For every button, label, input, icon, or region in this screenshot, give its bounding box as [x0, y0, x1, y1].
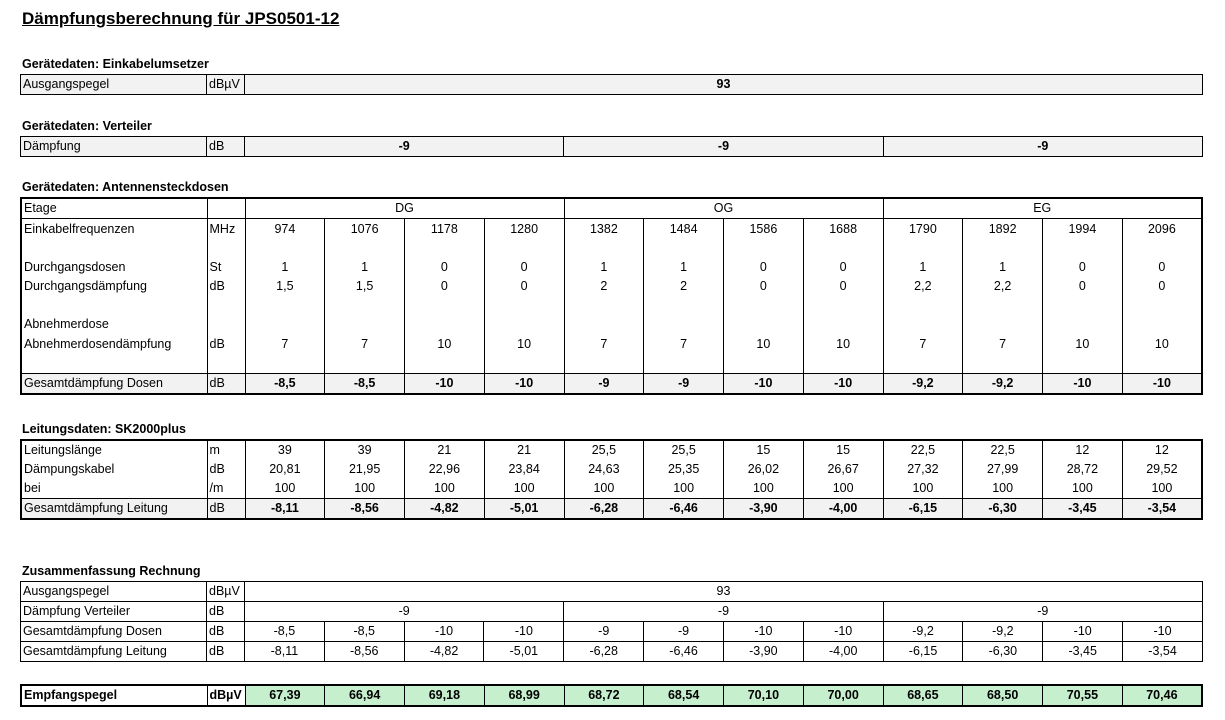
value-cell: -10: [484, 622, 564, 642]
row-label: Dämpungskabel: [24, 462, 115, 476]
value-cell: -6,15: [883, 642, 963, 662]
value-cell: -10: [1043, 622, 1123, 642]
unit-cell: [207, 198, 245, 219]
value-cell: 10: [1122, 334, 1202, 354]
value-cell: -10: [405, 374, 485, 395]
value-cell: -3,90: [724, 499, 804, 520]
value-cell: 1688: [803, 219, 883, 240]
unit-cell: dB: [207, 137, 245, 157]
value-cell: -6,46: [644, 642, 724, 662]
value-cell: 39: [325, 440, 405, 460]
value-cell: 1280: [484, 219, 564, 240]
table-row-frequenzen: [21, 219, 1202, 240]
value-cell: 10: [1043, 334, 1123, 354]
value-cell: 25,35: [644, 460, 724, 479]
value-cell: -8,11: [245, 642, 325, 662]
value-cell: 2,2: [963, 277, 1043, 296]
value-cell: 26,67: [803, 460, 883, 479]
page-title: Dämpfungsberechnung für JPS0501-12: [22, 9, 340, 28]
table-row-gesamtdaempfung-leitung: [21, 499, 1202, 520]
value-cell: -10: [803, 374, 883, 395]
value-cell: -5,01: [484, 642, 564, 662]
etage-eg: EG: [883, 198, 1202, 219]
value-cell: -8,56: [324, 642, 404, 662]
value-cell: 0: [803, 277, 883, 296]
value-cell: -8,11: [245, 499, 325, 520]
table-row-daempfung-verteiler: [21, 602, 1203, 622]
value-cell: 1994: [1043, 219, 1123, 240]
value-cell: 2096: [1122, 219, 1202, 240]
value-cell: 1790: [883, 219, 963, 240]
value-cell: 26,02: [724, 460, 804, 479]
value-cell: 1382: [564, 219, 644, 240]
value-cell: 1,5: [325, 277, 405, 296]
spacer-row: [21, 239, 1202, 258]
value-cell: 12: [1043, 440, 1123, 460]
value-cell: 1: [883, 258, 963, 277]
value-cell: -10: [1122, 374, 1202, 395]
value-cell: -3,90: [723, 642, 803, 662]
value-cell: 15: [803, 440, 883, 460]
table-row-gesamtdaempfung-dosen: [21, 374, 1202, 395]
value-cell: 10: [484, 334, 564, 354]
unit-cell: /m: [207, 479, 245, 499]
value-cell: -9,2: [883, 622, 963, 642]
table-row-abnehmerdosendaempfung: [21, 334, 1202, 354]
value-cell: 1076: [325, 219, 405, 240]
value-cell: -9: [564, 374, 644, 395]
value-cell: 1: [245, 258, 325, 277]
value-cell: 67,39: [245, 685, 325, 706]
value-cell: -3,54: [1123, 642, 1203, 662]
table-row-empfangspegel: [21, 685, 1202, 706]
value-cell: 25,5: [564, 440, 644, 460]
unit-cell: dB: [207, 499, 245, 520]
value-cell: 70,10: [724, 685, 804, 706]
value-cell: -9: [564, 137, 883, 157]
table-row-etage: [21, 198, 1202, 219]
value-cell: -10: [484, 374, 564, 395]
value-cell: 7: [325, 334, 405, 354]
value-cell: 7: [644, 334, 724, 354]
value-cell: -10: [1043, 374, 1123, 395]
value-cell: 7: [963, 334, 1043, 354]
value-cell: 7: [564, 334, 644, 354]
unit-cell: dBµV: [207, 582, 245, 602]
value-cell: -8,56: [325, 499, 405, 520]
value-cell: 21,95: [325, 460, 405, 479]
row-label: Ausgangspegel: [21, 75, 207, 95]
value-cell: 0: [484, 258, 564, 277]
value-cell: 22,5: [963, 440, 1043, 460]
value-cell: 15: [724, 440, 804, 460]
value-cell: 70,46: [1122, 685, 1202, 706]
value-cell: 24,63: [564, 460, 644, 479]
value-cell: -6,30: [963, 642, 1043, 662]
table-row-summary-leitung: [21, 642, 1203, 662]
table-row-durchgangsdaempfung: [21, 277, 1202, 296]
value-cell: -9: [245, 602, 564, 622]
row-label: Gesamtdämpfung Leitung: [21, 499, 207, 520]
value-cell: 69,18: [405, 685, 485, 706]
value-cell: -3,54: [1122, 499, 1202, 520]
value-cell: 2,2: [883, 277, 963, 296]
table-leitungsdaten: [20, 439, 1203, 520]
table-row-leitungslaenge: [21, 440, 1202, 460]
value-cell: -8,5: [245, 622, 325, 642]
value-cell: 7: [883, 334, 963, 354]
value-cell: -8,5: [245, 374, 325, 395]
value-cell: 100: [1122, 479, 1202, 499]
value-cell: -6,28: [564, 499, 644, 520]
section-title-verteiler: Gerätedaten: Verteiler: [22, 119, 152, 133]
unit-cell: m: [207, 440, 245, 460]
unit-cell: dB: [207, 622, 245, 642]
unit-cell: dBµV: [207, 75, 245, 95]
value-cell: 2: [644, 277, 724, 296]
table-row: [21, 75, 1203, 95]
value-cell: 2: [564, 277, 644, 296]
value-cell: 0: [405, 258, 485, 277]
value-cell: 100: [564, 479, 644, 499]
row-label: Dämpfung: [21, 137, 207, 157]
table-row: [21, 137, 1203, 157]
value-cell: 0: [724, 258, 804, 277]
value-cell: 100: [883, 479, 963, 499]
value-cell: 70,00: [803, 685, 883, 706]
value-cell: 1178: [405, 219, 485, 240]
value-cell: 0: [724, 277, 804, 296]
section-title-leitungsdaten: Leitungsdaten: SK2000plus: [22, 422, 186, 436]
spacer-row: [21, 296, 1202, 315]
value-cell: -9: [883, 602, 1202, 622]
value-cell: 100: [484, 479, 564, 499]
value-cell: 93: [245, 582, 1203, 602]
row-label: Abnehmerdose: [24, 317, 109, 331]
value-cell: -9,2: [883, 374, 963, 395]
unit-cell: dB: [207, 277, 245, 296]
value-cell: -10: [724, 374, 804, 395]
value-cell: -9: [644, 374, 724, 395]
value-cell: 100: [325, 479, 405, 499]
value-cell: -6,15: [883, 499, 963, 520]
section-title-zusammenfassung: Zusammenfassung Rechnung: [22, 564, 201, 578]
value-cell: -9: [564, 622, 644, 642]
row-label: Leitungslänge: [24, 443, 102, 457]
value-cell: 93: [245, 75, 1203, 95]
value-cell: 22,96: [405, 460, 485, 479]
value-cell: 20,81: [245, 460, 325, 479]
value-cell: -6,28: [564, 642, 644, 662]
value-cell: 100: [644, 479, 724, 499]
row-label: Einkabelfrequenzen: [24, 221, 135, 236]
unit-cell: MHz: [207, 219, 245, 240]
table-row-summary-dosen: [21, 622, 1203, 642]
value-cell: 68,65: [883, 685, 963, 706]
value-cell: 66,94: [325, 685, 405, 706]
value-cell: 70,55: [1043, 685, 1123, 706]
value-cell: 22,5: [883, 440, 963, 460]
value-cell: 1: [564, 258, 644, 277]
value-cell: 29,52: [1122, 460, 1202, 479]
value-cell: 1586: [724, 219, 804, 240]
value-cell: 0: [484, 277, 564, 296]
value-cell: 27,99: [963, 460, 1043, 479]
value-cell: -8,5: [325, 374, 405, 395]
value-cell: -10: [803, 622, 883, 642]
value-cell: -4,00: [803, 642, 883, 662]
value-cell: -8,5: [324, 622, 404, 642]
value-cell: 12: [1122, 440, 1202, 460]
value-cell: -3,45: [1043, 499, 1123, 520]
value-cell: 1484: [644, 219, 724, 240]
value-cell: -4,82: [404, 642, 484, 662]
value-cell: 39: [245, 440, 325, 460]
section-title-einkabelumsetzer: Gerätedaten: Einkabelumsetzer: [22, 57, 209, 71]
value-cell: 100: [803, 479, 883, 499]
value-cell: 21: [405, 440, 485, 460]
value-cell: 10: [724, 334, 804, 354]
value-cell: 10: [405, 334, 485, 354]
unit-cell: dB: [207, 460, 245, 479]
table-row-durchgangsdosen: [21, 258, 1202, 277]
table-row-abnehmerdose: [21, 315, 1202, 334]
value-cell: -9: [644, 622, 724, 642]
value-cell: -9: [883, 137, 1202, 157]
value-cell: -4,00: [803, 499, 883, 520]
value-cell: 100: [405, 479, 485, 499]
table-antennensteckdosen: [20, 197, 1203, 395]
table-row-bei: [21, 479, 1202, 499]
table-zusammenfassung: [20, 581, 1203, 662]
value-cell: 0: [1043, 258, 1123, 277]
value-cell: 1: [963, 258, 1043, 277]
table-einkabelumsetzer: [20, 74, 1203, 95]
value-cell: 0: [803, 258, 883, 277]
row-label: Durchgangsdämpfung: [24, 279, 147, 293]
row-label: Dämpfung Verteiler: [21, 602, 207, 622]
value-cell: 7: [245, 334, 325, 354]
value-cell: 25,5: [644, 440, 724, 460]
row-label: Gesamtdämpfung Dosen: [21, 622, 207, 642]
table-empfangspegel: [20, 684, 1203, 707]
value-cell: 0: [1122, 277, 1202, 296]
value-cell: 1: [644, 258, 724, 277]
value-cell: 0: [1043, 277, 1123, 296]
value-cell: -6,46: [644, 499, 724, 520]
value-cell: 1892: [963, 219, 1043, 240]
table-row-ausgangspegel: [21, 582, 1203, 602]
row-label: Durchgangsdosen: [24, 260, 126, 274]
value-cell: 68,99: [484, 685, 564, 706]
value-cell: 28,72: [1043, 460, 1123, 479]
row-label: Abnehmerdosendämpfung: [24, 336, 172, 351]
value-cell: -5,01: [484, 499, 564, 520]
value-cell: -9: [245, 137, 564, 157]
unit-cell: St: [207, 258, 245, 277]
unit-cell: dB: [207, 374, 245, 395]
table-row-daempungskabel: [21, 460, 1202, 479]
value-cell: 23,84: [484, 460, 564, 479]
value-cell: 100: [724, 479, 804, 499]
value-cell: -4,82: [405, 499, 485, 520]
table-verteiler: [20, 136, 1203, 157]
value-cell: 100: [963, 479, 1043, 499]
value-cell: -6,30: [963, 499, 1043, 520]
value-cell: -9: [564, 602, 883, 622]
value-cell: 974: [245, 219, 325, 240]
value-cell: 68,54: [644, 685, 724, 706]
unit-cell: dB: [207, 642, 245, 662]
value-cell: 1: [325, 258, 405, 277]
value-cell: -9,2: [963, 374, 1043, 395]
etage-dg: DG: [245, 198, 564, 219]
spacer-row: [21, 354, 1202, 374]
section-title-antennensteckdosen: Gerätedaten: Antennensteckdosen: [22, 180, 229, 194]
value-cell: -9,2: [963, 622, 1043, 642]
value-cell: -3,45: [1043, 642, 1123, 662]
unit-cell: dB: [207, 602, 245, 622]
row-label: Ausgangspegel: [21, 582, 207, 602]
value-cell: 68,72: [564, 685, 644, 706]
row-label: Gesamtdämpfung Leitung: [21, 642, 207, 662]
unit-cell: dBµV: [207, 685, 245, 706]
etage-og: OG: [564, 198, 883, 219]
value-cell: 1,5: [245, 277, 325, 296]
row-label: Empfangspegel: [24, 688, 118, 702]
row-label: Gesamtdämpfung Dosen: [21, 374, 207, 395]
value-cell: 0: [1122, 258, 1202, 277]
value-cell: 27,32: [883, 460, 963, 479]
row-label: Etage: [21, 198, 207, 219]
value-cell: 100: [245, 479, 325, 499]
value-cell: 100: [1043, 479, 1123, 499]
value-cell: 0: [405, 277, 485, 296]
value-cell: -10: [723, 622, 803, 642]
value-cell: 68,50: [963, 685, 1043, 706]
unit-cell: dB: [207, 334, 245, 354]
row-label: bei: [24, 481, 41, 495]
value-cell: -10: [404, 622, 484, 642]
value-cell: 21: [484, 440, 564, 460]
value-cell: -10: [1123, 622, 1203, 642]
value-cell: 10: [803, 334, 883, 354]
